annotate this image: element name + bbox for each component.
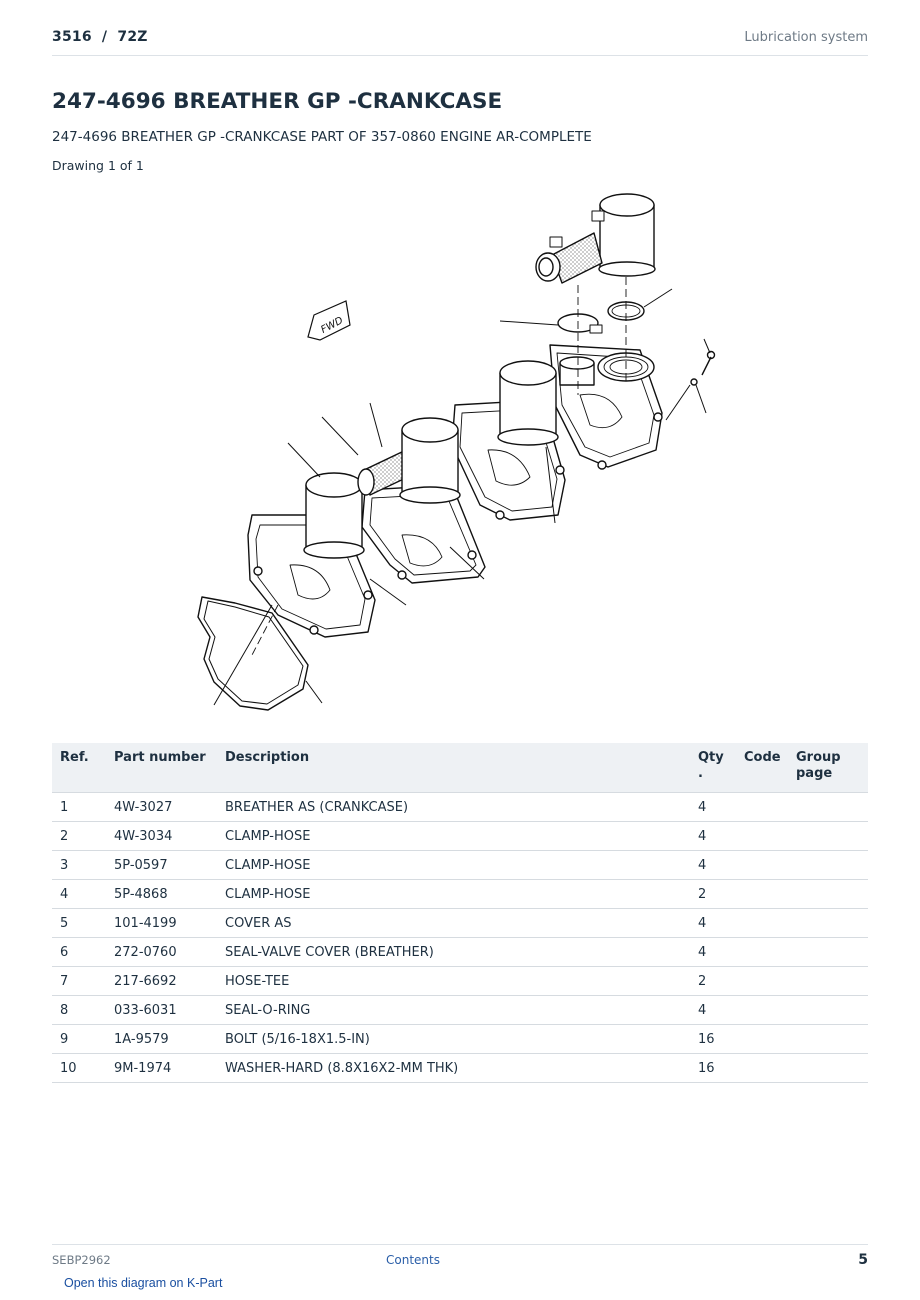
cell-ref: 6 xyxy=(52,938,106,967)
cell-qty: 4 xyxy=(690,996,736,1025)
cell-description: SEAL-VALVE COVER (BREATHER) xyxy=(217,938,690,967)
cell-part-number: 033-6031 xyxy=(106,996,217,1025)
cell-code xyxy=(736,1054,788,1083)
cell-group-page xyxy=(788,996,868,1025)
table-row xyxy=(52,996,868,1025)
cell-part-number: 5P-4868 xyxy=(106,880,217,909)
cell-part-number: 101-4199 xyxy=(106,909,217,938)
cell-description: CLAMP-HOSE xyxy=(217,880,690,909)
footer-divider xyxy=(52,1244,868,1245)
cell-description: CLAMP-HOSE xyxy=(217,822,690,851)
col-header-ref: Ref. xyxy=(52,743,106,793)
cell-code xyxy=(736,851,788,880)
table-row xyxy=(52,793,868,822)
cell-qty: 4 xyxy=(690,909,736,938)
cell-ref: 4 xyxy=(52,880,106,909)
cell-qty: 4 xyxy=(690,793,736,822)
cell-ref: 7 xyxy=(52,967,106,996)
contents-link[interactable]: Contents xyxy=(386,1253,440,1267)
cell-ref: 5 xyxy=(52,909,106,938)
document-code: SEBP2962 xyxy=(52,1253,111,1267)
cell-code xyxy=(736,996,788,1025)
parts-diagram xyxy=(180,185,740,720)
table-row xyxy=(52,967,868,996)
table-row xyxy=(52,822,868,851)
cell-code xyxy=(736,967,788,996)
cell-part-number: 4W-3027 xyxy=(106,793,217,822)
cell-part-number: 272-0760 xyxy=(106,938,217,967)
cell-qty: 16 xyxy=(690,1054,736,1083)
cell-description: COVER AS xyxy=(217,909,690,938)
cell-qty: 4 xyxy=(690,851,736,880)
cell-group-page xyxy=(788,822,868,851)
cell-ref: 8 xyxy=(52,996,106,1025)
svg-text:FWD: FWD xyxy=(319,315,346,336)
cell-qty: 2 xyxy=(690,967,736,996)
breather-1 xyxy=(304,473,364,558)
parts-table xyxy=(52,743,868,1083)
page-subtitle: 247-4696 BREATHER GP -CRANKCASE PART OF 357-0860 ENGINE AR-COMPLETE xyxy=(52,129,592,145)
cell-qty: 4 xyxy=(690,822,736,851)
cell-group-page xyxy=(788,851,868,880)
cell-part-number: 217-6692 xyxy=(106,967,217,996)
cell-group-page xyxy=(788,793,868,822)
col-header-part-number: Part number xyxy=(106,743,217,793)
page-title: 247-4696 BREATHER GP -CRANKCASE xyxy=(52,89,503,114)
cell-part-number: 1A-9579 xyxy=(106,1025,217,1054)
cell-group-page xyxy=(788,967,868,996)
cell-ref: 3 xyxy=(52,851,106,880)
col-header-code: Code xyxy=(736,743,788,793)
table-row xyxy=(52,1054,868,1083)
cell-part-number: 9M-1974 xyxy=(106,1054,217,1083)
cell-description: WASHER-HARD (8.8X16X2-MM THK) xyxy=(217,1054,690,1083)
cell-code xyxy=(736,1025,788,1054)
cell-description: SEAL-O-RING xyxy=(217,996,690,1025)
section-label: Lubrication system xyxy=(744,30,868,45)
cell-part-number: 4W-3034 xyxy=(106,822,217,851)
col-header-qty: Qty . xyxy=(690,743,736,793)
table-row xyxy=(52,1025,868,1054)
breather-2 xyxy=(400,418,460,503)
table-row xyxy=(52,909,868,938)
cell-group-page xyxy=(788,1025,868,1054)
cell-group-page xyxy=(788,909,868,938)
cell-group-page xyxy=(788,938,868,967)
cell-description: BOLT (5/16-18X1.5-IN) xyxy=(217,1025,690,1054)
table-header-row xyxy=(52,743,868,793)
breather-exploded xyxy=(536,194,655,283)
cell-group-page xyxy=(788,880,868,909)
table-row xyxy=(52,880,868,909)
cell-code xyxy=(736,909,788,938)
cell-code xyxy=(736,880,788,909)
col-header-description: Description xyxy=(217,743,690,793)
cell-code xyxy=(736,793,788,822)
cell-ref: 10 xyxy=(52,1054,106,1083)
cell-description: HOSE-TEE xyxy=(217,967,690,996)
cell-group-page xyxy=(788,1054,868,1083)
cell-description: CLAMP-HOSE xyxy=(217,851,690,880)
cell-qty: 4 xyxy=(690,938,736,967)
col-header-group-page: Group page xyxy=(788,743,868,793)
cell-code xyxy=(736,822,788,851)
fwd-arrow-icon xyxy=(308,301,350,340)
cell-description: BREATHER AS (CRANKCASE) xyxy=(217,793,690,822)
breather-3 xyxy=(498,361,558,445)
washer xyxy=(691,379,697,385)
drawing-count: Drawing 1 of 1 xyxy=(52,158,144,173)
cell-ref: 2 xyxy=(52,822,106,851)
open-in-kpart-link[interactable]: Open this diagram on K-Part xyxy=(64,1276,223,1290)
table-row xyxy=(52,851,868,880)
cell-part-number: 5P-0597 xyxy=(106,851,217,880)
cell-code xyxy=(736,938,788,967)
cell-ref: 9 xyxy=(52,1025,106,1054)
page-number: 5 xyxy=(858,1252,868,1268)
header-divider xyxy=(52,55,868,56)
parts-table-body xyxy=(52,793,868,1083)
cell-ref: 1 xyxy=(52,793,106,822)
cell-qty: 16 xyxy=(690,1025,736,1054)
model-label: 3516 / 72Z xyxy=(52,29,148,45)
cell-qty: 2 xyxy=(690,880,736,909)
table-row xyxy=(52,938,868,967)
